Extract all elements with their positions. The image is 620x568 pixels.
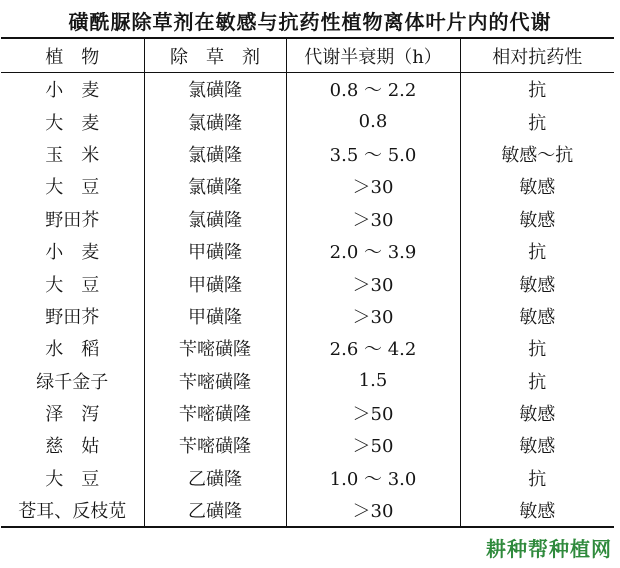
table-row	[1, 73, 614, 106]
column-header-plant: 植 物	[1, 38, 144, 73]
cell-half-life: ＞30	[286, 267, 460, 299]
table-row	[1, 300, 614, 332]
site-watermark: 耕种帮种植网	[486, 537, 612, 561]
cell-half-life: 2.0 ～ 3.9	[286, 235, 460, 267]
cell-plant: 大 豆	[45, 177, 100, 199]
cell-resistance: 抗	[460, 332, 614, 364]
column-header-half-life: 代谢半衰期（h）	[286, 38, 460, 73]
cell-resistance: 敏感	[460, 203, 614, 235]
cell-plant: 大 豆	[45, 274, 100, 296]
cell-resistance: 抗	[460, 105, 614, 137]
header-row	[1, 38, 614, 73]
cell-half-life: ＞30	[286, 170, 460, 202]
cell-plant: 玉 米	[45, 144, 100, 166]
cell-half-life: 0.8 ～ 2.2	[286, 73, 460, 106]
cell-herbicide: 苄嘧磺隆	[144, 397, 286, 429]
cell-resistance: 敏感	[460, 494, 614, 527]
cell-half-life: ＞30	[286, 494, 460, 527]
cell-resistance: 敏感	[460, 397, 614, 429]
cell-plant: 大 豆	[45, 468, 100, 490]
cell-herbicide: 乙磺隆	[144, 462, 286, 494]
table-row	[1, 138, 614, 170]
cell-herbicide: 苄嘧磺隆	[144, 429, 286, 461]
table-row	[1, 170, 614, 202]
cell-herbicide: 氯磺隆	[144, 73, 286, 106]
table-row	[1, 105, 614, 137]
cell-plant: 大 麦	[45, 112, 100, 134]
cell-resistance: 抗	[460, 365, 614, 397]
cell-plant: 小 麦	[45, 242, 100, 264]
cell-resistance: 敏感	[460, 267, 614, 299]
cell-plant: 慈 姑	[45, 436, 100, 458]
cell-plant: 泽 泻	[45, 404, 100, 426]
table-row	[1, 429, 614, 461]
cell-resistance: 敏感	[460, 429, 614, 461]
cell-herbicide: 氯磺隆	[144, 105, 286, 137]
cell-half-life: ＞30	[286, 300, 460, 332]
table-row	[1, 365, 614, 397]
cell-herbicide: 乙磺隆	[144, 494, 286, 527]
cell-half-life: ＞50	[286, 397, 460, 429]
cell-plant: 绿千金子	[36, 371, 109, 393]
cell-resistance: 抗	[460, 235, 614, 267]
cell-resistance: 敏感	[460, 300, 614, 332]
cell-plant: 野田芥	[45, 209, 100, 231]
cell-herbicide: 氯磺隆	[144, 170, 286, 202]
cell-herbicide: 甲磺隆	[144, 267, 286, 299]
cell-herbicide: 氯磺隆	[144, 138, 286, 170]
table-row	[1, 332, 614, 364]
cell-plant: 小 麦	[45, 80, 100, 102]
table-row	[1, 397, 614, 429]
cell-herbicide: 苄嘧磺隆	[144, 332, 286, 364]
cell-half-life: ＞50	[286, 429, 460, 461]
table-row	[1, 235, 614, 267]
cell-half-life: ＞30	[286, 203, 460, 235]
table-row	[1, 494, 614, 527]
cell-plant: 水 稻	[45, 339, 100, 361]
cell-half-life: 1.0 ～ 3.0	[286, 462, 460, 494]
column-header-herbicide: 除 草 剂	[144, 38, 286, 73]
cell-half-life: 2.6 ～ 4.2	[286, 332, 460, 364]
metabolism-table	[1, 37, 614, 528]
column-header-resistance: 相对抗药性	[460, 38, 614, 73]
table-row	[1, 203, 614, 235]
cell-resistance: 抗	[460, 462, 614, 494]
cell-herbicide: 甲磺隆	[144, 300, 286, 332]
cell-herbicide: 氯磺隆	[144, 203, 286, 235]
cell-herbicide: 苄嘧磺隆	[144, 365, 286, 397]
cell-plant: 苍耳、反枝苋	[18, 501, 127, 523]
cell-resistance: 敏感	[460, 170, 614, 202]
cell-half-life: 0.8	[286, 105, 460, 137]
cell-plant: 野田芥	[45, 306, 100, 328]
table-row	[1, 462, 614, 494]
cell-half-life: 3.5 ～ 5.0	[286, 138, 460, 170]
cell-resistance: 敏感～抗	[460, 138, 614, 170]
cell-half-life: 1.5	[286, 365, 460, 397]
cell-resistance: 抗	[460, 73, 614, 106]
table-row	[1, 267, 614, 299]
table-title: 磺酰脲除草剂在敏感与抗药性植物离体叶片内的代谢	[68, 10, 552, 34]
cell-herbicide: 甲磺隆	[144, 235, 286, 267]
